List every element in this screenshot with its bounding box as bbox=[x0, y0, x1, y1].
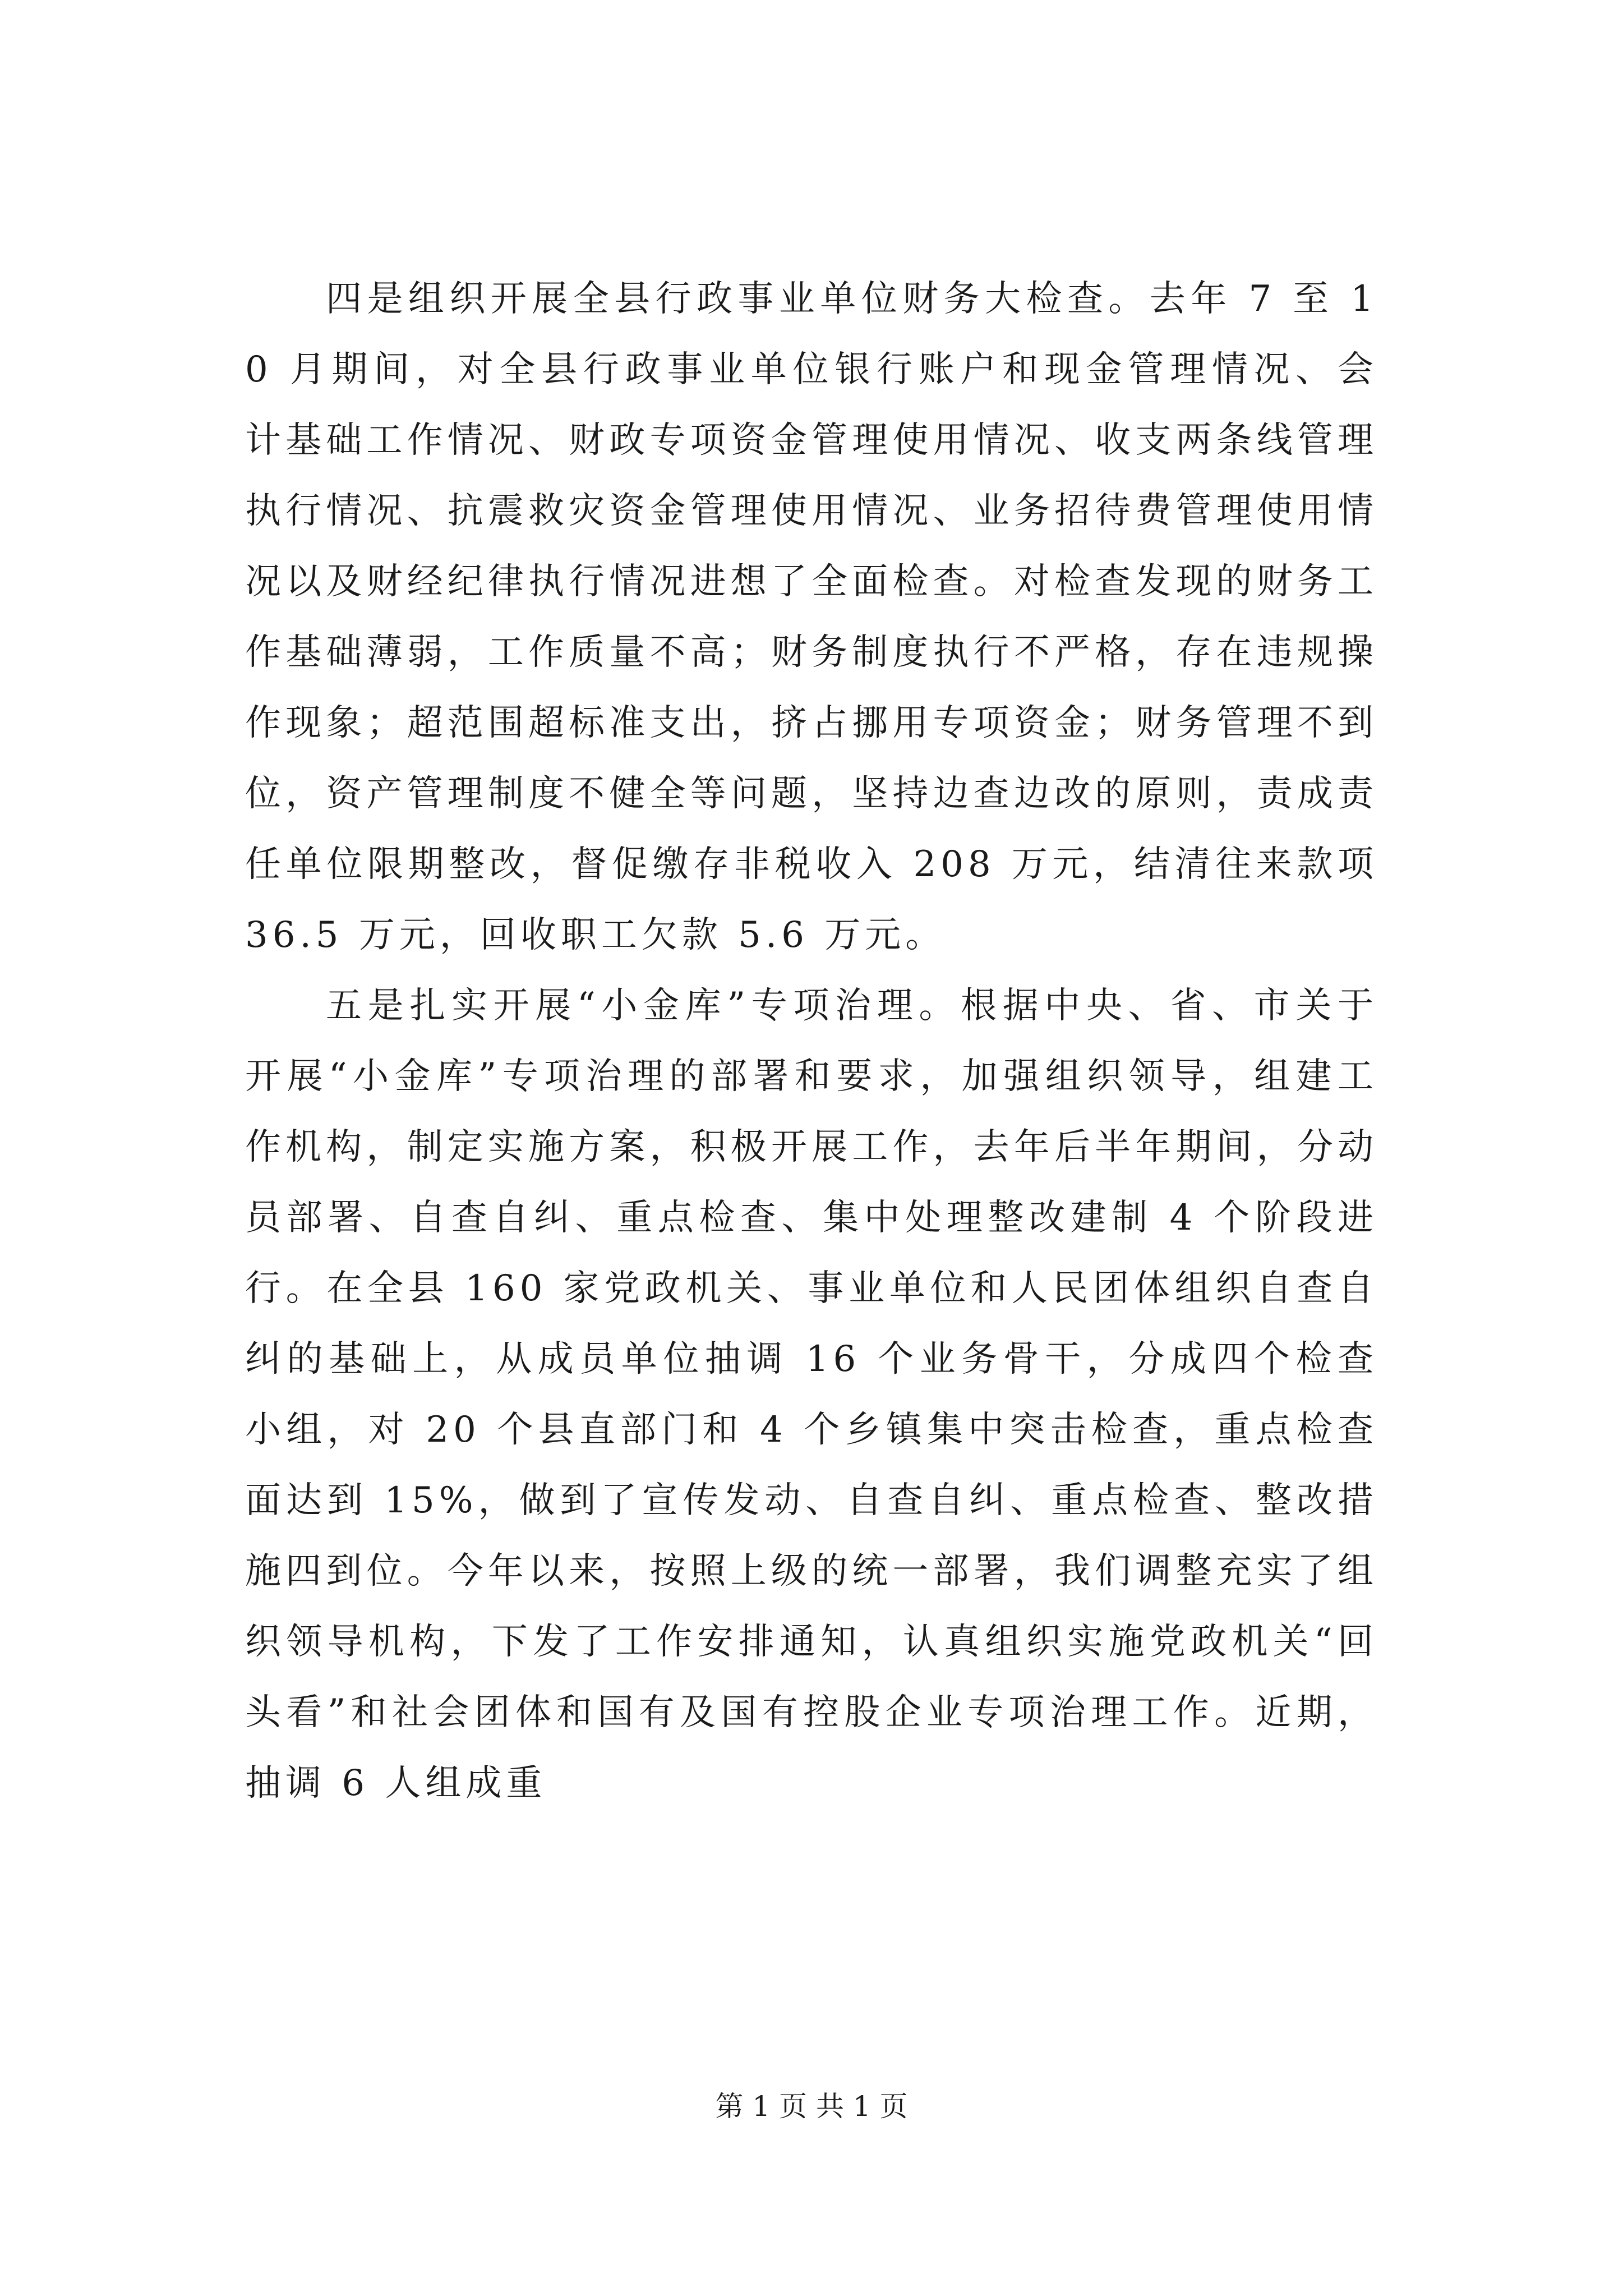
paragraph-5-small-treasury-governance: 五是扎实开展“小金库”专项治理。根据中央、省、市关于开展“小金库”专项治理的部署和要求，加强组织领导，组建工作机构，制定实施方案，积极开展工作，去年后半年期间，分动员部署、自查自纠、重点检查、集中处理整改建制 4 个阶段进行。在全县 160 家党政机关、事业单位和人民团体组织自查自纠的基础上，从成员单位抽调 16 个业务骨干，分成四个检查小组，对 20 个县直部门和 4 个乡镇集中突击检查，重点检查面达到 15%，做到了宣传发动、自查自纠、重点检查、整改措施四到位。今年以来，按照上级的统一部署，我们调整充实了组织领导机构，下发了工作安排通知，认真组织实施党政机关“回头看”和社会团体和国有及国有控股企业专项治理工作。近期，抽调 6 人组成重 bbox=[245, 985, 1378, 1804]
page-footer: 第 1 页 共 1 页 bbox=[715, 2090, 908, 2123]
paragraph-4-financial-inspection: 四是组织开展全县行政事业单位财务大检查。去年 7 至 10 月期间，对全县行政事业单位银行账户和现金管理情况、会计基础工作情况、财政专项资金管理使用情况、收支两条线管理执行情况、抗震救灾资金管理使用情况、业务招待费管理使用情况以及财经纪律执行情况进想了全面检查。对检查发现的财务工作基础薄弱，工作质量不高；财务制度执行不严格，存在违规操作现象；超范围超标准支出，挤占挪用专项资金；财务管理不到位，资产管理制度不健全等问题，坚持边查边改的原则，责成责任单位限期整改，督促缴存非税收入 208 万元，结清往来款项 36.5 万元，回收职工欠款 5.6 万元。 bbox=[245, 278, 1378, 956]
document-body bbox=[245, 264, 1378, 1819]
